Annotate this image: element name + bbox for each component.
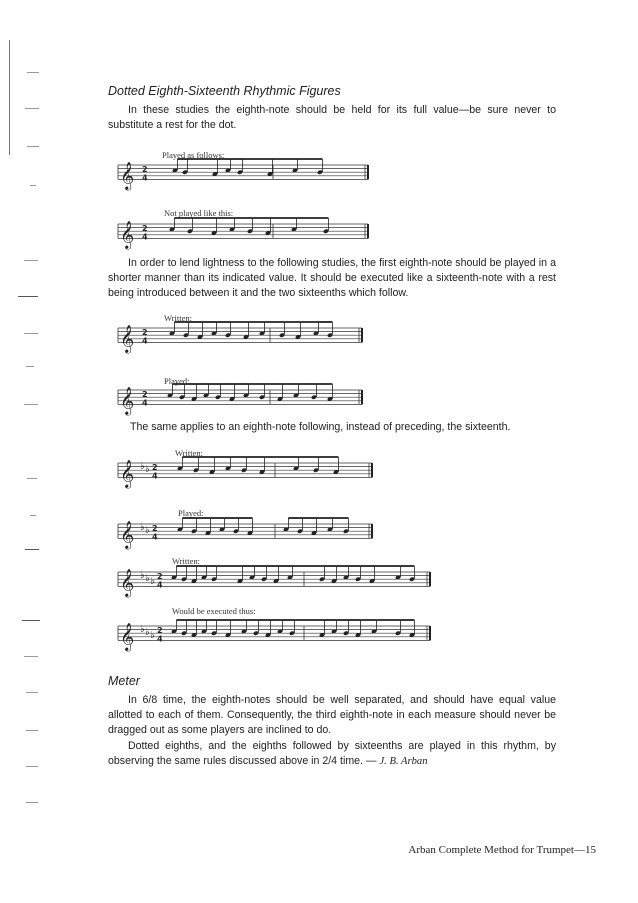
meter-text-2: Dotted eighths, and the eighths followed by sixteenths are played in this rhythm, by observing the same rules discussed above in 2/4 time. — — [108, 740, 556, 767]
treble-clef: 𝄞 — [120, 220, 135, 249]
time-signature-top: 2 — [142, 165, 148, 174]
time-signature-top: 2 — [142, 390, 148, 399]
time-signature-bottom: 4 — [157, 580, 163, 590]
time-signature-bottom: 4 — [157, 634, 163, 644]
time-signature-bottom: 4 — [142, 336, 148, 346]
flat-sign: ♭ — [145, 464, 150, 475]
example-label-played-as-follows: Played as follows: — [162, 150, 225, 160]
flat-sign: ♭ — [140, 461, 145, 472]
time-signature-top: 2 — [157, 626, 163, 635]
meter-paragraph-2 — [108, 739, 556, 769]
dotted-intro-text: In these studies the eighth-note should be held for its full value—be sure never to substitute a rest for the dot. — [108, 104, 556, 131]
time-signature-bottom: 4 — [152, 471, 158, 481]
treble-clef: 𝄞 — [120, 161, 135, 190]
example-label-played-2: Played: — [178, 508, 204, 518]
meter-text-1: In 6/8 time, the eighth-notes should be well separated, and should have equal value allotted to each of them. Consequently, the third eighth-note in each measure should never be dragged out as some players are inclined to do. — [108, 694, 556, 736]
meter-paragraph-1 — [108, 693, 556, 738]
treble-clef: 𝄞 — [120, 324, 135, 353]
time-signature-bottom: 4 — [142, 398, 148, 408]
example-label-played-1: Played: — [164, 376, 190, 386]
lightness-paragraph — [108, 256, 556, 301]
flat-sign: ♭ — [140, 570, 145, 581]
example-label-written-3: Written: — [172, 556, 200, 566]
time-signature-top: 2 — [142, 328, 148, 337]
treble-clef: 𝄞 — [120, 459, 135, 488]
treble-clef: 𝄞 — [120, 568, 135, 597]
lightness-text: In order to lend lightness to the following studies, the first eighth-note should be played in a shorter manner than its indicated value. It should be executed like a sixteenth-note with a rest being introduced between it and the two sixteenths which follow. — [108, 257, 556, 299]
flat-sign: ♭ — [150, 576, 155, 587]
flat-sign: ♭ — [145, 573, 150, 584]
time-signature-bottom: 4 — [152, 532, 158, 542]
example-label-written-2: Written: — [175, 448, 203, 458]
treble-clef: 𝄞 — [120, 386, 135, 415]
flat-sign: ♭ — [140, 624, 145, 635]
arban-signature: J. B. Arban — [379, 756, 428, 767]
example-label-executed-thus: Would be executed thus: — [172, 606, 256, 616]
page-footer: Arban Complete Method for Trumpet—15 — [408, 844, 596, 856]
flat-sign: ♭ — [145, 525, 150, 536]
time-signature-bottom: 4 — [142, 232, 148, 242]
time-signature-top: 2 — [152, 463, 158, 472]
time-signature-bottom: 4 — [142, 173, 148, 183]
flat-sign: ♭ — [140, 522, 145, 533]
time-signature-top: 2 — [142, 224, 148, 233]
flat-sign: ♭ — [145, 627, 150, 638]
time-signature-top: 2 — [152, 524, 158, 533]
treble-clef: 𝄞 — [120, 622, 135, 651]
example-label-written-1: Written: — [164, 313, 192, 323]
same-applies-paragraph: The same applies to an eighth-note following, instead of preceding, the sixteenth. — [130, 421, 511, 433]
section-heading-meter: Meter — [108, 674, 140, 688]
time-signature-top: 2 — [157, 572, 163, 581]
treble-clef: 𝄞 — [120, 520, 135, 549]
flat-sign: ♭ — [150, 630, 155, 641]
section-heading-dotted: Dotted Eighth-Sixteenth Rhythmic Figures — [108, 84, 341, 98]
example-label-not-played: Not played like this: — [164, 208, 234, 218]
